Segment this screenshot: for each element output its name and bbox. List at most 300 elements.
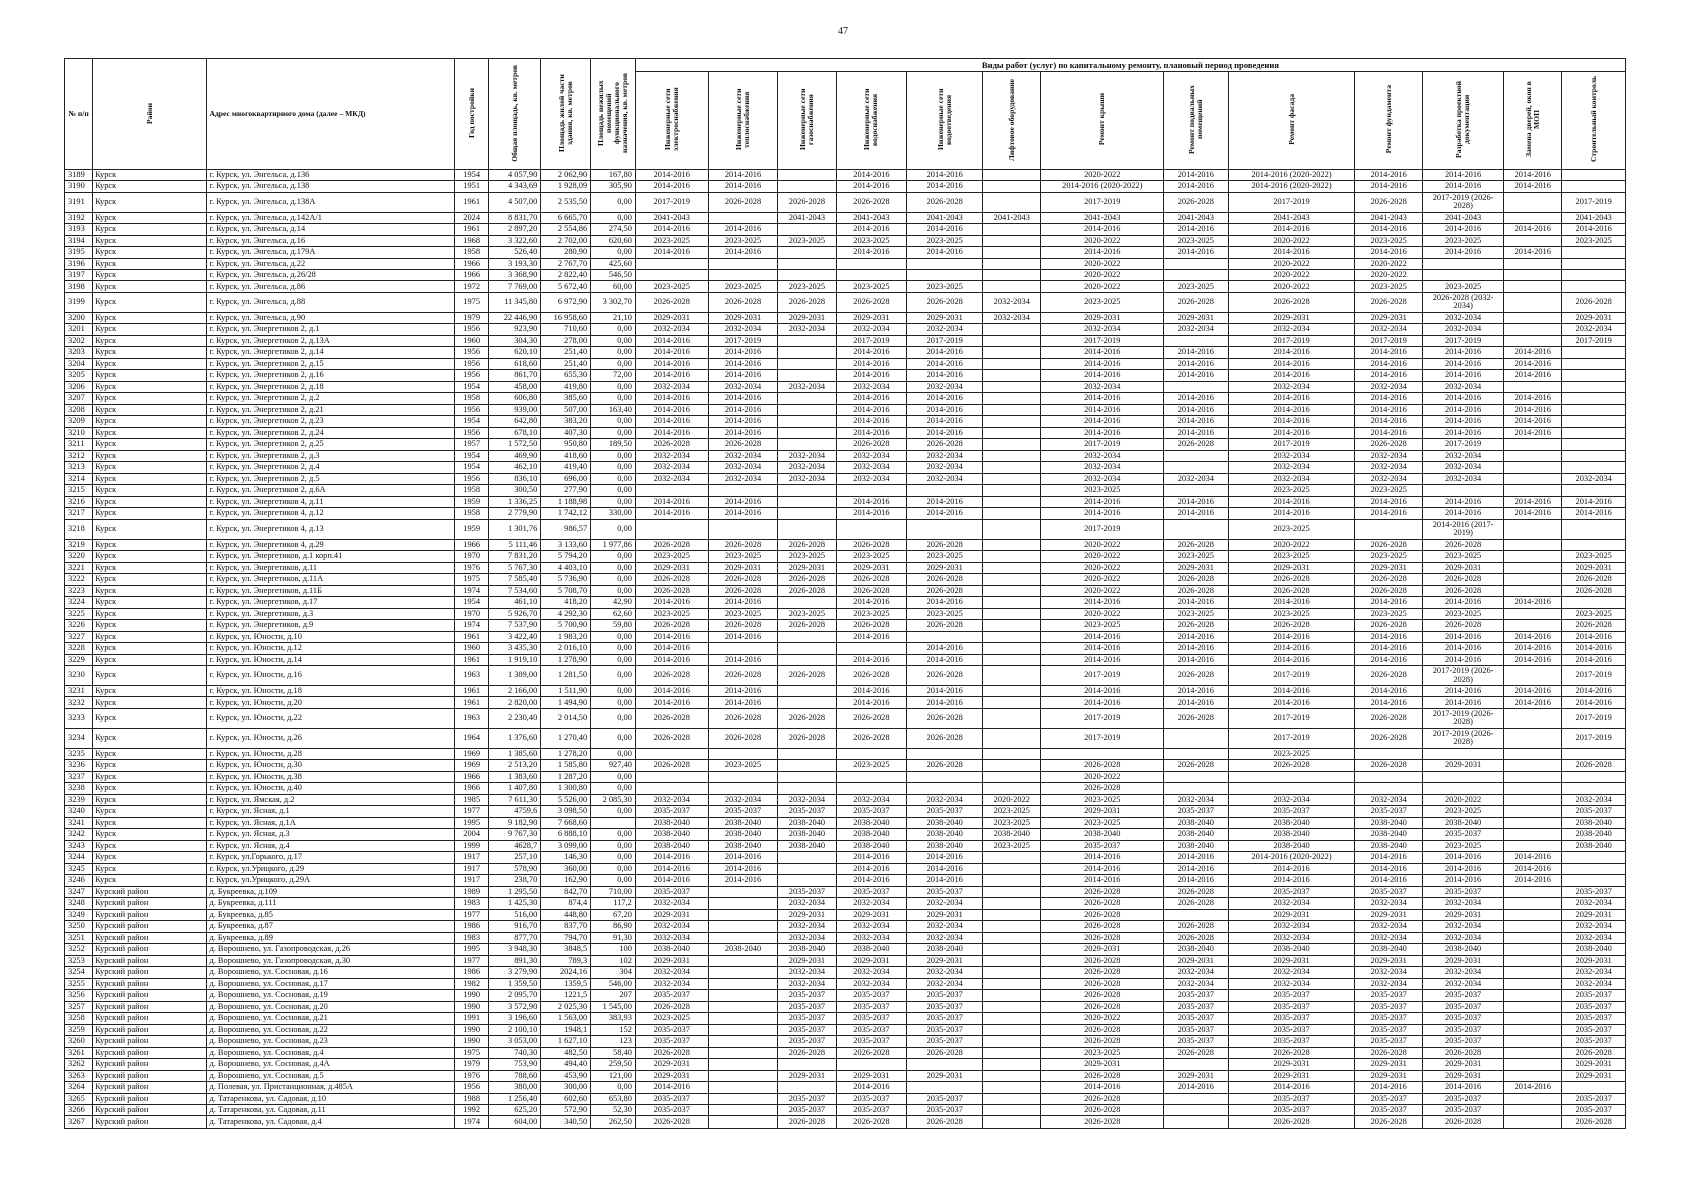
- cell-foundation: 2026-2028: [1355, 1047, 1423, 1058]
- table-row: [65, 1047, 1626, 1058]
- cell-area-living: 1359,5: [541, 978, 591, 989]
- cell-doors: 2014-2016: [1504, 496, 1562, 507]
- cell-area-total: 2 230,40: [489, 708, 541, 728]
- table-row: [65, 840, 1626, 851]
- cell-area-nonliving: 0,00: [591, 666, 636, 686]
- cell-electric: 2014-2016: [635, 496, 708, 507]
- cell-facade: 2014-2016: [1228, 224, 1355, 235]
- cell-heating: 2026-2028: [708, 620, 778, 631]
- cell-address: г. Курск, ул. Энергетиков 2, д.13А: [207, 335, 455, 346]
- cell-sewer: 2032-2034: [907, 921, 983, 932]
- cell-lift: [983, 358, 1041, 369]
- cell-lift: 2023-2025: [983, 817, 1041, 828]
- cell-water: 2014-2016: [836, 427, 907, 438]
- cell-electric: [635, 519, 708, 539]
- cell-area-total: 916,70: [489, 921, 541, 932]
- cell-lift: [983, 1047, 1041, 1058]
- cell-roof: 2014-2016: [1041, 427, 1164, 438]
- cell-water: 2014-2016: [836, 181, 907, 192]
- table-row: [65, 1001, 1626, 1012]
- cell-sewer: 2026-2028: [907, 574, 983, 585]
- cell-district: Курск: [93, 760, 207, 771]
- cell-heating: 2035-2037: [708, 806, 778, 817]
- cell-year: 1956: [454, 1082, 488, 1093]
- cell-heating: [708, 886, 778, 897]
- cell-area-nonliving: 123: [591, 1036, 636, 1047]
- cell-design: 2014-2016 (2017-2019): [1423, 519, 1504, 539]
- table-row: [65, 404, 1626, 415]
- cell-area-living: 1 742,12: [541, 508, 591, 519]
- cell-heating: 2029-2031: [708, 562, 778, 573]
- table-row: [65, 990, 1626, 1001]
- cell-address: г. Курск, ул. Энергетиков 2, д.23: [207, 416, 455, 427]
- cell-gas: 2032-2034: [778, 967, 836, 978]
- cell-design: 2017-2019: [1423, 439, 1504, 450]
- cell-lift: 2020-2022: [983, 794, 1041, 805]
- cell-roof: 2026-2028: [1041, 1024, 1164, 1035]
- cell-facade: 2029-2031: [1228, 1059, 1355, 1070]
- cell-heating: 2014-2016: [708, 169, 778, 180]
- cell-water: [836, 269, 907, 280]
- cell-electric: 2014-2016: [635, 347, 708, 358]
- cell-heating: [708, 1036, 778, 1047]
- cell-year: 2024: [454, 212, 488, 223]
- cell-lift: [983, 608, 1041, 619]
- cell-district: Курск: [93, 666, 207, 686]
- cell-year: 1969: [454, 760, 488, 771]
- cell-gas: [778, 181, 836, 192]
- cell-roof: 2014-2016: [1041, 597, 1164, 608]
- cell-lift: [983, 898, 1041, 909]
- cell-doors: [1504, 955, 1562, 966]
- cell-control: 2035-2037: [1562, 1036, 1626, 1047]
- cell-water: 2014-2016: [836, 654, 907, 665]
- cell-area-nonliving: 0,00: [591, 708, 636, 728]
- cell-lift: [983, 496, 1041, 507]
- cell-roof: 2026-2028: [1041, 967, 1164, 978]
- cell-doors: [1504, 921, 1562, 932]
- cell-facade: 2038-2040: [1228, 829, 1355, 840]
- cell-gas: 2023-2025: [778, 281, 836, 292]
- cell-lift: 2038-2040: [983, 829, 1041, 840]
- cell-heating: [708, 909, 778, 920]
- cell-design: 2032-2034: [1423, 898, 1504, 909]
- table-row: [65, 416, 1626, 427]
- cell-facade: 2014-2016: [1228, 686, 1355, 697]
- table-row: [65, 358, 1626, 369]
- cell-lift: [983, 1070, 1041, 1081]
- cell-district: Курск: [93, 416, 207, 427]
- cell-doors: [1504, 932, 1562, 943]
- cell-heating: 2014-2016: [708, 875, 778, 886]
- cell-heating: 2038-2040: [708, 829, 778, 840]
- cell-control: [1562, 783, 1626, 794]
- cell-year: 1976: [454, 562, 488, 573]
- cell-district: Курский район: [93, 1013, 207, 1024]
- table-row: [65, 967, 1626, 978]
- cell-doors: [1504, 539, 1562, 550]
- cell-foundation: 2035-2037: [1355, 806, 1423, 817]
- cell-basement: 2041-2043: [1164, 212, 1228, 223]
- cell-heating: 2023-2025: [708, 235, 778, 246]
- cell-heating: [708, 485, 778, 496]
- cell-area-living: 1 494,90: [541, 697, 591, 708]
- cell-area-nonliving: 0,00: [591, 585, 636, 596]
- cell-num: 3255: [65, 978, 93, 989]
- cell-num: 3198: [65, 281, 93, 292]
- cell-water: [836, 748, 907, 759]
- cell-design: 2029-2031: [1423, 1070, 1504, 1081]
- cell-gas: 2035-2037: [778, 1093, 836, 1104]
- cell-roof: 2014-2016: [1041, 686, 1164, 697]
- cell-address: д. Ворошнево, ул. Сосновая, д.5: [207, 1070, 455, 1081]
- cell-electric: [635, 269, 708, 280]
- cell-water: 2032-2034: [836, 381, 907, 392]
- cell-heating: 2014-2016: [708, 416, 778, 427]
- table-row: [65, 450, 1626, 461]
- cell-basement: [1164, 909, 1228, 920]
- cell-doors: [1504, 990, 1562, 1001]
- cell-foundation: 2029-2031: [1355, 1059, 1423, 1070]
- cell-heating: [708, 1093, 778, 1104]
- cell-area-total: 3 368,90: [489, 269, 541, 280]
- table-row: [65, 794, 1626, 805]
- cell-heating: 2026-2028: [708, 192, 778, 212]
- cell-heating: 2032-2034: [708, 324, 778, 335]
- cell-heating: [708, 921, 778, 932]
- cell-lift: [983, 1013, 1041, 1024]
- cell-facade: 2032-2034: [1228, 932, 1355, 943]
- cell-year: 1954: [454, 597, 488, 608]
- cell-doors: [1504, 806, 1562, 817]
- cell-num: 3257: [65, 1001, 93, 1012]
- cell-facade: 2026-2028: [1228, 574, 1355, 585]
- cell-area-nonliving: 0,00: [591, 829, 636, 840]
- cell-basement: 2032-2034: [1164, 794, 1228, 805]
- cell-control: [1562, 370, 1626, 381]
- table-row: [65, 485, 1626, 496]
- cell-district: Курск: [93, 258, 207, 269]
- cell-basement: 2029-2031: [1164, 1070, 1228, 1081]
- cell-num: 3251: [65, 932, 93, 943]
- cell-heating: 2032-2034: [708, 473, 778, 484]
- cell-foundation: 2026-2028: [1355, 728, 1423, 748]
- cell-sewer: [907, 269, 983, 280]
- cell-lift: [983, 381, 1041, 392]
- cell-water: 2038-2040: [836, 944, 907, 955]
- cell-address: г. Курск, ул.Горького, д.17: [207, 852, 455, 863]
- cell-lift: 2032-2034: [983, 292, 1041, 312]
- cell-address: д. Татаренкова, ул. Садовая, д.4: [207, 1116, 455, 1129]
- cell-district: Курский район: [93, 1059, 207, 1070]
- table-row: [65, 748, 1626, 759]
- cell-area-total: 620,10: [489, 347, 541, 358]
- cell-facade: 2041-2043: [1228, 212, 1355, 223]
- cell-area-total: 1 295,50: [489, 886, 541, 897]
- cell-gas: [778, 439, 836, 450]
- cell-heating: 2026-2028: [708, 728, 778, 748]
- cell-year: 1966: [454, 771, 488, 782]
- cell-design: 2026-2028 (2032-2034): [1423, 292, 1504, 312]
- cell-control: 2026-2028: [1562, 585, 1626, 596]
- cell-basement: 2026-2028: [1164, 886, 1228, 897]
- cell-sewer: 2014-2016: [907, 496, 983, 507]
- cell-water: 2032-2034: [836, 462, 907, 473]
- cell-area-nonliving: 0,00: [591, 450, 636, 461]
- cell-roof: 2014-2016: [1041, 863, 1164, 874]
- cell-foundation: 2026-2028: [1355, 620, 1423, 631]
- cell-water: 2014-2016: [836, 863, 907, 874]
- cell-num: 3225: [65, 608, 93, 619]
- cell-facade: 2017-2019: [1228, 192, 1355, 212]
- cell-foundation: 2026-2028: [1355, 708, 1423, 728]
- cell-doors: 2014-2016: [1504, 875, 1562, 886]
- cell-heating: 2014-2016: [708, 370, 778, 381]
- cell-year: 1977: [454, 909, 488, 920]
- cell-num: 3232: [65, 697, 93, 708]
- cell-basement: 2014-2016: [1164, 370, 1228, 381]
- cell-year: 1982: [454, 978, 488, 989]
- cell-sewer: 2014-2016: [907, 643, 983, 654]
- table-row: [65, 829, 1626, 840]
- cell-address: г. Курск, ул. Энгельса, д.179А: [207, 247, 455, 258]
- cell-heating: [708, 258, 778, 269]
- cell-design: 2023-2025: [1423, 281, 1504, 292]
- cell-basement: 2014-2016: [1164, 247, 1228, 258]
- table-row: [65, 620, 1626, 631]
- cell-electric: 2038-2040: [635, 840, 708, 851]
- cell-water: 2014-2016: [836, 496, 907, 507]
- cell-doors: [1504, 1104, 1562, 1115]
- cell-address: г. Курск, ул. Энергетиков 2, д.4: [207, 462, 455, 473]
- cell-gas: [778, 597, 836, 608]
- cell-foundation: 2023-2025: [1355, 281, 1423, 292]
- cell-water: 2014-2016: [836, 852, 907, 863]
- cell-area-total: 2 513,20: [489, 760, 541, 771]
- cell-sewer: 2035-2037: [907, 1104, 983, 1115]
- cell-basement: [1164, 450, 1228, 461]
- cell-num: 3194: [65, 235, 93, 246]
- header-work-basement: Ремонт подвальных помещений: [1164, 72, 1228, 170]
- cell-year: 1990: [454, 990, 488, 1001]
- cell-electric: 2032-2034: [635, 921, 708, 932]
- cell-design: 2023-2025: [1423, 608, 1504, 619]
- cell-sewer: 2014-2016: [907, 508, 983, 519]
- cell-lift: [983, 697, 1041, 708]
- cell-design: 2017-2019 (2026-2028): [1423, 708, 1504, 728]
- cell-doors: 2014-2016: [1504, 393, 1562, 404]
- cell-num: 3202: [65, 335, 93, 346]
- cell-facade: 2038-2040: [1228, 944, 1355, 955]
- cell-basement: 2026-2028: [1164, 1047, 1228, 1058]
- cell-water: 2014-2016: [836, 370, 907, 381]
- cell-area-nonliving: 59,80: [591, 620, 636, 631]
- cell-design: 2014-2016: [1423, 404, 1504, 415]
- cell-lift: [983, 967, 1041, 978]
- cell-control: 2035-2037: [1562, 1001, 1626, 1012]
- cell-roof: 2017-2019: [1041, 335, 1164, 346]
- cell-district: Курский район: [93, 1116, 207, 1129]
- cell-doors: [1504, 192, 1562, 212]
- cell-foundation: 2032-2034: [1355, 381, 1423, 392]
- cell-address: г. Курск, ул. Энергетиков 2, д.5: [207, 473, 455, 484]
- cell-gas: 2035-2037: [778, 990, 836, 1001]
- cell-doors: 2014-2016: [1504, 643, 1562, 654]
- cell-area-total: 578,90: [489, 863, 541, 874]
- cell-sewer: 2014-2016: [907, 181, 983, 192]
- cell-heating: 2014-2016: [708, 508, 778, 519]
- cell-year: 1963: [454, 708, 488, 728]
- cell-lift: [983, 335, 1041, 346]
- cell-area-nonliving: 1 545,00: [591, 1001, 636, 1012]
- cell-year: 1954: [454, 450, 488, 461]
- table-row: [65, 1059, 1626, 1070]
- cell-roof: 2023-2025: [1041, 817, 1164, 828]
- cell-area-nonliving: 0,00: [591, 381, 636, 392]
- capital-repair-register-table: [64, 58, 1626, 1129]
- cell-address: д. Ворошнево, ул. Сосновая, д.23: [207, 1036, 455, 1047]
- cell-area-nonliving: 0,00: [591, 347, 636, 358]
- cell-address: г. Курск, ул. Энергетиков 2, д.2: [207, 393, 455, 404]
- cell-lift: [983, 886, 1041, 897]
- cell-water: 2035-2037: [836, 1093, 907, 1104]
- cell-area-living: 419,80: [541, 381, 591, 392]
- cell-roof: 2014-2016: [1041, 496, 1164, 507]
- cell-facade: 2014-2016: [1228, 427, 1355, 438]
- cell-district: Курск: [93, 281, 207, 292]
- cell-gas: 2035-2037: [778, 1036, 836, 1047]
- cell-address: д. Полевая, ул. Пристанционная, д.485А: [207, 1082, 455, 1093]
- cell-roof: 2014-2016: [1041, 508, 1164, 519]
- cell-num: 3205: [65, 370, 93, 381]
- header-area-total: Общая площадь, кв. метров: [489, 59, 541, 170]
- cell-basement: 2038-2040: [1164, 817, 1228, 828]
- cell-control: 2035-2037: [1562, 1093, 1626, 1104]
- cell-doors: [1504, 574, 1562, 585]
- cell-area-nonliving: 0,00: [591, 840, 636, 851]
- cell-lift: [983, 393, 1041, 404]
- cell-district: Курский район: [93, 1070, 207, 1081]
- cell-design: 2014-2016: [1423, 224, 1504, 235]
- cell-address: д. Ворошнево, ул. Сосновая, д.4: [207, 1047, 455, 1058]
- cell-heating: [708, 1070, 778, 1081]
- cell-area-living: 251,40: [541, 358, 591, 369]
- cell-water: 2023-2025: [836, 281, 907, 292]
- cell-roof: 2020-2022: [1041, 608, 1164, 619]
- cell-facade: [1228, 783, 1355, 794]
- cell-water: 2014-2016: [836, 247, 907, 258]
- cell-gas: 2023-2025: [778, 551, 836, 562]
- cell-gas: 2032-2034: [778, 898, 836, 909]
- cell-year: 1974: [454, 620, 488, 631]
- cell-water: 2026-2028: [836, 192, 907, 212]
- cell-num: 3247: [65, 886, 93, 897]
- cell-gas: [778, 783, 836, 794]
- cell-water: 2014-2016: [836, 416, 907, 427]
- cell-facade: 2032-2034: [1228, 462, 1355, 473]
- cell-lift: [983, 852, 1041, 863]
- cell-district: Курский район: [93, 1001, 207, 1012]
- cell-lift: [983, 875, 1041, 886]
- cell-sewer: 2026-2028: [907, 439, 983, 450]
- cell-facade: 2014-2016: [1228, 247, 1355, 258]
- cell-year: 1958: [454, 485, 488, 496]
- cell-area-nonliving: 653,80: [591, 1093, 636, 1104]
- cell-foundation: 2023-2025: [1355, 235, 1423, 246]
- cell-doors: [1504, 666, 1562, 686]
- cell-facade: 2023-2025: [1228, 748, 1355, 759]
- cell-district: Курск: [93, 654, 207, 665]
- cell-year: 1974: [454, 1116, 488, 1129]
- cell-electric: [635, 748, 708, 759]
- cell-electric: 2014-2016: [635, 852, 708, 863]
- cell-foundation: 2041-2043: [1355, 212, 1423, 223]
- cell-facade: 2020-2022: [1228, 235, 1355, 246]
- cell-gas: 2035-2037: [778, 1104, 836, 1115]
- cell-lift: [983, 1093, 1041, 1104]
- cell-heating: 2026-2028: [708, 585, 778, 596]
- cell-lift: [983, 574, 1041, 585]
- cell-roof: 2032-2034: [1041, 324, 1164, 335]
- cell-area-nonliving: 259,50: [591, 1059, 636, 1070]
- cell-roof: 2023-2025: [1041, 485, 1164, 496]
- cell-gas: [778, 1082, 836, 1093]
- cell-sewer: [907, 258, 983, 269]
- cell-roof: 2026-2028: [1041, 990, 1164, 1001]
- cell-area-total: 304,30: [489, 335, 541, 346]
- cell-address: г. Курск, ул. Энгельса, д.16: [207, 235, 455, 246]
- cell-district: Курск: [93, 551, 207, 562]
- cell-area-total: 462,10: [489, 462, 541, 473]
- cell-area-total: 2 095,70: [489, 990, 541, 1001]
- cell-area-total: 238,70: [489, 875, 541, 886]
- cell-num: 3223: [65, 585, 93, 596]
- cell-sewer: 2026-2028: [907, 1116, 983, 1129]
- cell-year: 1959: [454, 496, 488, 507]
- table-row: [65, 1070, 1626, 1081]
- cell-design: 2023-2025: [1423, 840, 1504, 851]
- cell-water: 2032-2034: [836, 921, 907, 932]
- table-row: [65, 335, 1626, 346]
- cell-heating: 2026-2028: [708, 574, 778, 585]
- cell-electric: 2032-2034: [635, 978, 708, 989]
- cell-control: 2038-2040: [1562, 840, 1626, 851]
- cell-basement: 2014-2016: [1164, 875, 1228, 886]
- cell-heating: [708, 212, 778, 223]
- cell-basement: 2035-2037: [1164, 1024, 1228, 1035]
- cell-control: [1562, 1082, 1626, 1093]
- cell-control: [1562, 416, 1626, 427]
- cell-district: Курский район: [93, 932, 207, 943]
- cell-basement: 2014-2016: [1164, 852, 1228, 863]
- cell-sewer: 2032-2034: [907, 324, 983, 335]
- cell-water: [836, 258, 907, 269]
- cell-area-nonliving: 67,20: [591, 909, 636, 920]
- cell-area-living: 2 016,10: [541, 643, 591, 654]
- cell-design: [1423, 485, 1504, 496]
- cell-area-living: 1 928,09: [541, 181, 591, 192]
- cell-num: 3266: [65, 1104, 93, 1115]
- cell-num: 3262: [65, 1059, 93, 1070]
- cell-sewer: 2014-2016: [907, 654, 983, 665]
- cell-facade: 2026-2028: [1228, 1047, 1355, 1058]
- cell-sewer: 2026-2028: [907, 666, 983, 686]
- cell-lift: [983, 620, 1041, 631]
- cell-control: [1562, 539, 1626, 550]
- table-row: [65, 562, 1626, 573]
- cell-area-nonliving: 0,00: [591, 212, 636, 223]
- cell-year: 1954: [454, 169, 488, 180]
